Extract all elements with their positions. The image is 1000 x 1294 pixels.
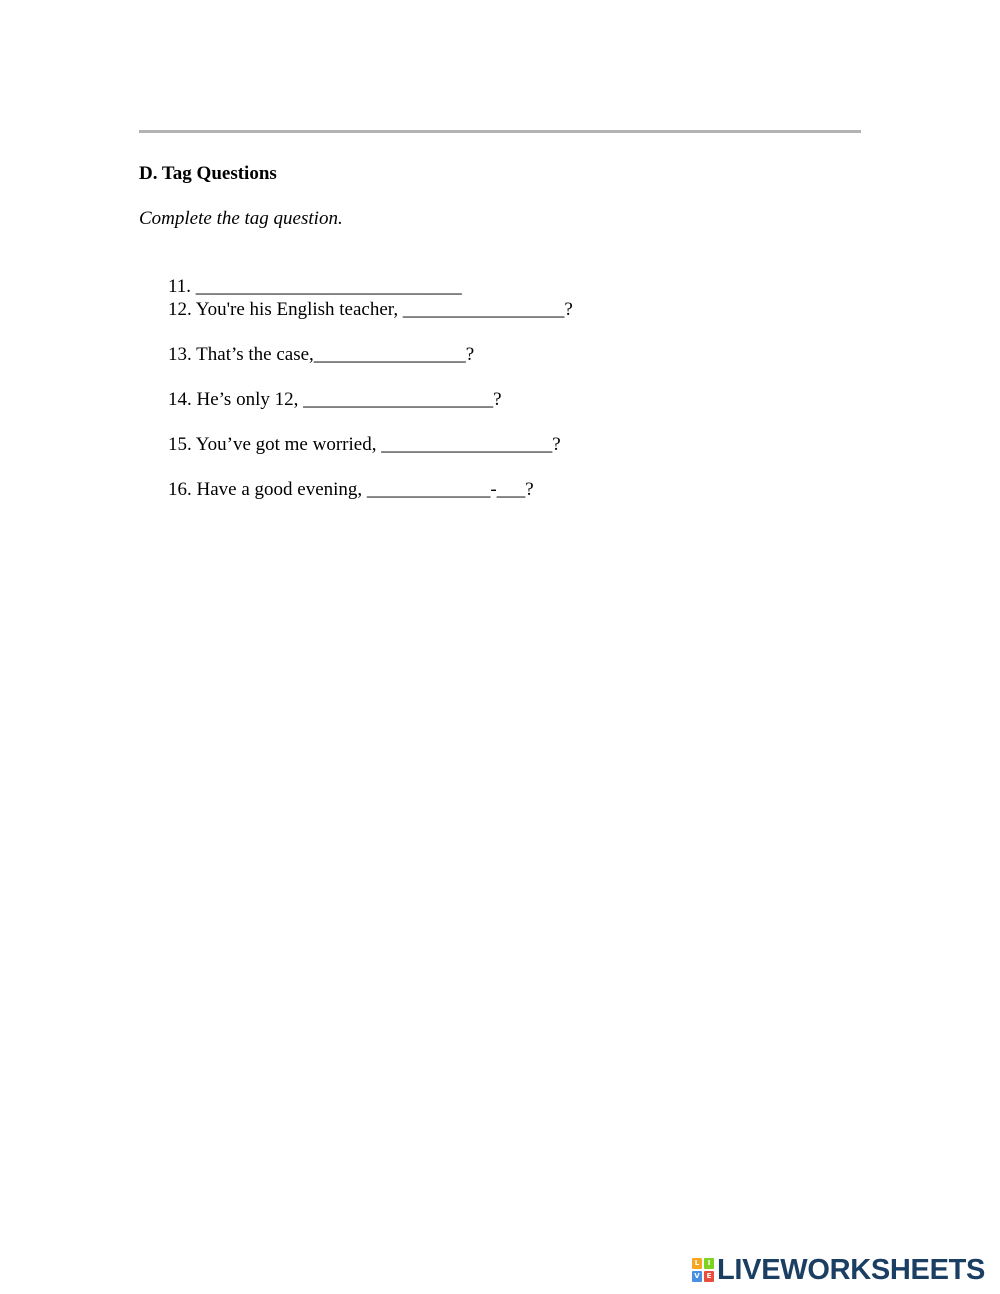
logo-tile-e: E xyxy=(704,1271,714,1282)
logo-tile-v: V xyxy=(692,1271,702,1282)
horizontal-divider xyxy=(139,130,861,133)
question-15[interactable]: 15. You’ve got me worried, __________________? xyxy=(168,434,561,455)
instruction-text: Complete the tag question. xyxy=(139,208,343,229)
liveworksheets-logo-icon xyxy=(692,1258,714,1282)
liveworksheets-logo-text: LIVEWORKSHEETS xyxy=(717,1254,986,1286)
liveworksheets-logo xyxy=(692,1255,985,1285)
question-13[interactable]: 13. That’s the case,________________? xyxy=(168,344,475,365)
logo-tile-i: I xyxy=(704,1258,714,1269)
section-title: D. Tag Questions xyxy=(139,163,277,184)
question-14[interactable]: 14. He’s only 12, ____________________? xyxy=(168,389,502,410)
logo-tile-l: L xyxy=(692,1258,702,1269)
question-16[interactable]: 16. Have a good evening, _____________-___? xyxy=(168,479,534,500)
question-12[interactable]: 12. You're his English teacher, _________________? xyxy=(168,299,573,320)
question-11[interactable]: 11. ____________________________ xyxy=(168,276,462,297)
